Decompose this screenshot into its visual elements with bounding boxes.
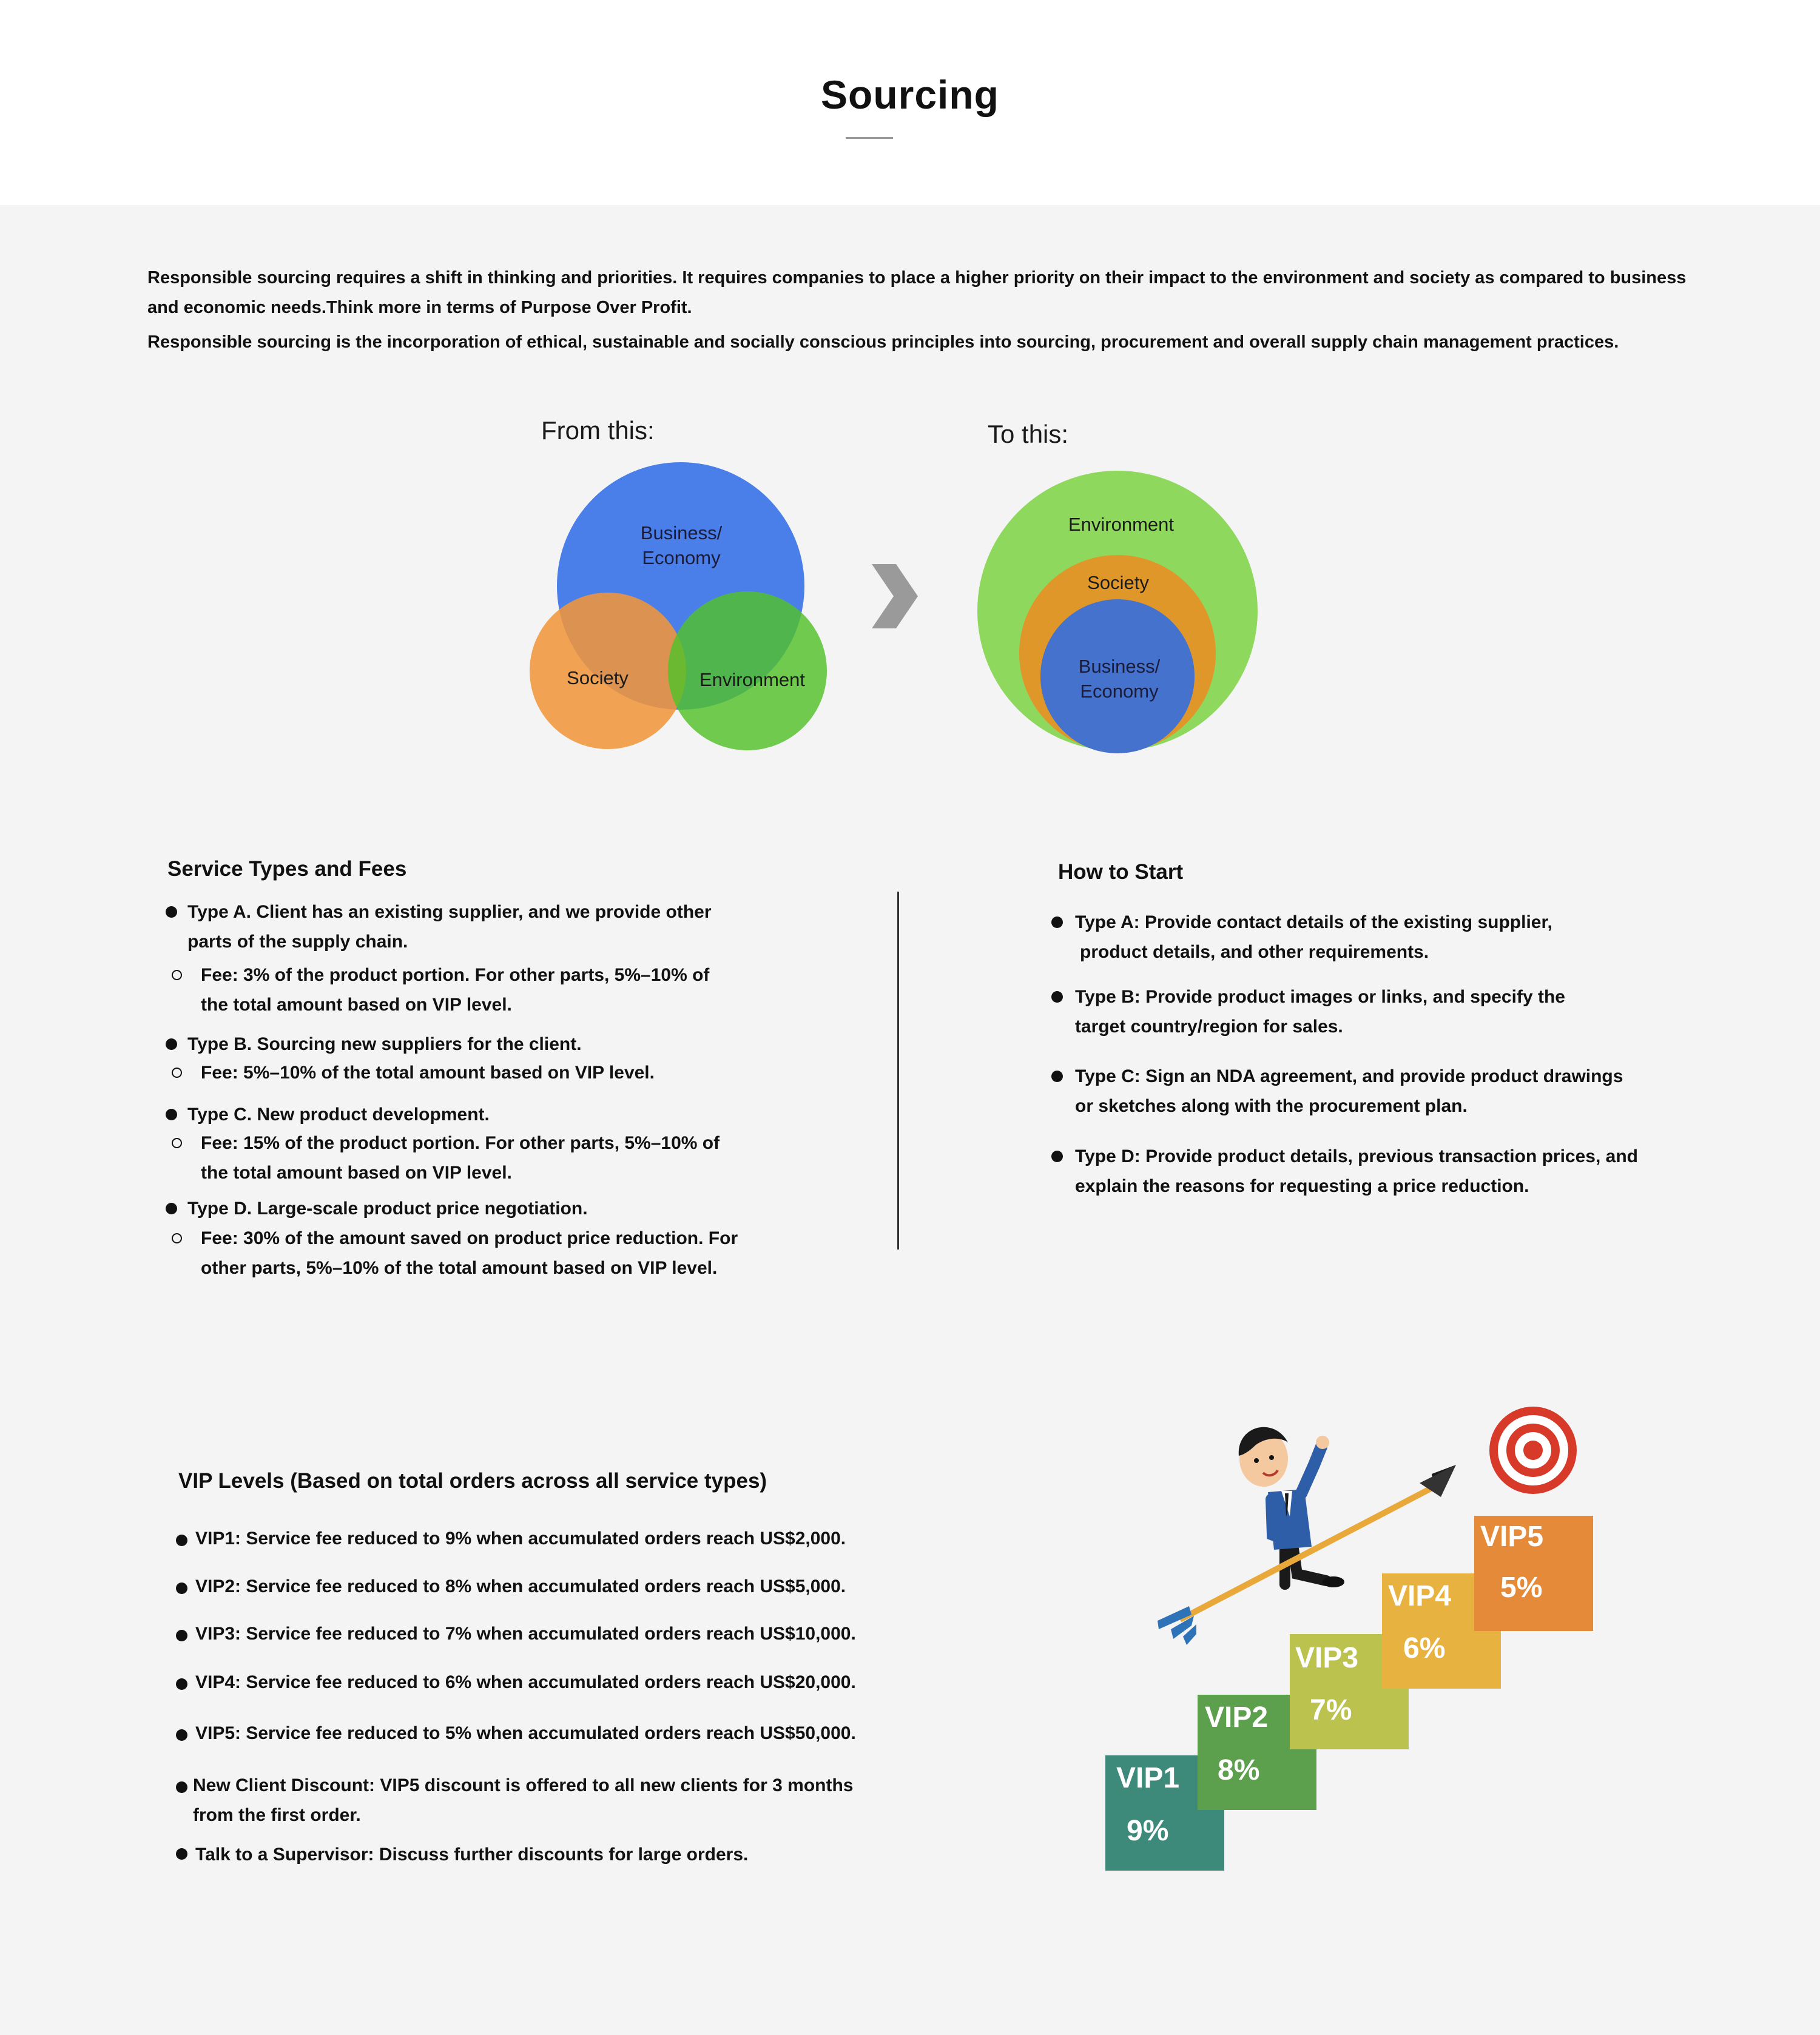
bullet-icon xyxy=(166,1038,177,1050)
type-d-text: Type D. Large-scale product price negotiation. xyxy=(187,1199,588,1219)
vip-item xyxy=(195,1667,923,1697)
how-d-line-2: explain the reasons for requesting a price reduction. xyxy=(1075,1176,1529,1196)
how-to-start-a xyxy=(1075,907,1682,967)
fee-d xyxy=(187,1223,782,1283)
how-to-start-c xyxy=(1075,1061,1682,1121)
to-caption: To this: xyxy=(988,420,1069,448)
vip1-label: VIP1 xyxy=(1116,1762,1180,1794)
fee-a-text-cont: the total amount based on VIP level. xyxy=(201,995,512,1015)
service-type-d xyxy=(187,1194,782,1223)
from-environment-label: Environment xyxy=(699,669,806,690)
supervisor-text: Talk to a Supervisor: Discuss further discounts for large orders. xyxy=(195,1845,749,1865)
fee-c xyxy=(187,1128,782,1188)
businessman-icon xyxy=(1239,1427,1344,1632)
talk-to-supervisor xyxy=(195,1840,923,1869)
bullet-icon xyxy=(1051,1071,1063,1082)
bullet-icon xyxy=(176,1781,187,1793)
vip5-label: VIP5 xyxy=(1480,1521,1544,1553)
how-to-start-d xyxy=(1075,1142,1682,1201)
how-a-line-1: Type A: Provide contact details of the existing supplier, xyxy=(1075,912,1552,932)
vip1-text: VIP1: Service fee reduced to 9% when accumulated orders reach US$2,000. xyxy=(195,1529,846,1549)
vip-item xyxy=(195,1524,923,1553)
circle-bullet-icon xyxy=(172,970,182,980)
how-d-line-1: Type D: Provide product details, previous transaction prices, and xyxy=(1075,1146,1638,1166)
bullet-icon xyxy=(166,1109,177,1120)
circle-bullet-icon xyxy=(172,1138,182,1148)
type-c-text: Type C. New product development. xyxy=(187,1105,490,1125)
vip2-text: VIP2: Service fee reduced to 8% when accumulated orders reach US$5,000. xyxy=(195,1576,846,1596)
vip2-percent: 8% xyxy=(1218,1754,1260,1786)
new-client-line-1: New Client Discount: VIP5 discount is offered to all new clients for 3 months xyxy=(193,1775,854,1795)
fee-c-text-cont: the total amount based on VIP level. xyxy=(201,1163,512,1183)
type-b-text: Type B. Sourcing new suppliers for the client. xyxy=(187,1034,582,1054)
from-business-label-1: Business/ xyxy=(640,522,723,543)
from-venn-diagram xyxy=(530,462,827,750)
to-nested-diagram xyxy=(977,471,1258,753)
bullet-icon xyxy=(176,1583,187,1594)
vip-item xyxy=(195,1619,923,1649)
how-to-start-list xyxy=(1075,907,1682,1201)
intro-paragraph-1: Responsible sourcing requires a shift in thinking and priorities. It requires companies to place a higher priority on their impact to the environment and society as compared to business and economic needs.Think more in terms of Purpose Over Profit. xyxy=(147,268,1687,317)
how-to-start-b xyxy=(1075,982,1682,1041)
vip1-percent: 9% xyxy=(1127,1815,1169,1847)
bullet-icon xyxy=(176,1535,187,1546)
service-type-a xyxy=(187,897,782,957)
how-b-line-1: Type B: Provide product images or links, and specify the xyxy=(1075,987,1565,1007)
service-type-b xyxy=(187,1029,782,1059)
bullet-icon xyxy=(1051,1151,1063,1162)
circle-bullet-icon xyxy=(172,1233,182,1243)
type-a-text-cont: parts of the supply chain. xyxy=(187,932,408,952)
fee-d-text-cont: other parts, 5%–10% of the total amount based on VIP level. xyxy=(201,1258,718,1278)
circle-bullet-icon xyxy=(172,1068,182,1078)
to-society-label: Society xyxy=(1087,572,1149,593)
how-b-line-2: target country/region for sales. xyxy=(1075,1017,1343,1037)
service-type-c xyxy=(187,1100,782,1129)
to-business-label-2: Economy xyxy=(1080,681,1159,702)
how-c-line-2: or sketches along with the procurement plan. xyxy=(1075,1096,1468,1116)
to-environment-label: Environment xyxy=(1068,514,1175,535)
vip-staircase-illustration xyxy=(1092,1389,1626,1880)
how-c-line-1: Type C: Sign an NDA agreement, and provide product drawings xyxy=(1075,1066,1623,1086)
vip4-label: VIP4 xyxy=(1388,1580,1452,1612)
vip2-label: VIP2 xyxy=(1205,1701,1269,1734)
vip-item xyxy=(195,1718,923,1748)
fee-b xyxy=(187,1058,782,1088)
vip-item xyxy=(195,1572,923,1601)
vip3-label: VIP3 xyxy=(1295,1642,1359,1674)
to-business-label-1: Business/ xyxy=(1078,656,1161,677)
vip5-percent: 5% xyxy=(1500,1572,1543,1604)
bullet-icon xyxy=(166,1203,177,1214)
fee-a-text: Fee: 3% of the product portion. For other parts, 5%–10% of xyxy=(201,965,710,985)
vip-levels-title: VIP Levels (Based on total orders across all service types) xyxy=(178,1469,767,1493)
target-icon xyxy=(1489,1407,1577,1494)
bullet-icon xyxy=(176,1678,187,1690)
type-a-text: Type A. Client has an existing supplier, and we provide other xyxy=(187,902,712,922)
new-client-discount xyxy=(195,1771,923,1830)
bullet-icon xyxy=(176,1848,187,1860)
service-types-list xyxy=(187,897,782,1283)
new-client-line-2: from the first order. xyxy=(193,1805,361,1825)
bullet-icon xyxy=(176,1630,187,1641)
page-title: Sourcing xyxy=(820,72,999,117)
intro-paragraph-2: Responsible sourcing is the incorporation of ethical, sustainable and socially conscious principles into sourcing, procurement and overall supply chain management practices. xyxy=(147,332,1619,352)
fee-b-text: Fee: 5%–10% of the total amount based on VIP level. xyxy=(201,1063,655,1083)
bullet-icon xyxy=(1051,991,1063,1003)
bullet-icon xyxy=(166,906,177,918)
vip4-text: VIP4: Service fee reduced to 6% when accumulated orders reach US$20,000. xyxy=(195,1672,856,1692)
vip5-text: VIP5: Service fee reduced to 5% when accumulated orders reach US$50,000. xyxy=(195,1723,856,1743)
bullet-icon xyxy=(176,1729,187,1741)
from-caption: From this: xyxy=(541,416,655,445)
bullet-icon xyxy=(1051,917,1063,928)
column-divider xyxy=(897,892,899,1250)
vip3-text: VIP3: Service fee reduced to 7% when accumulated orders reach US$10,000. xyxy=(195,1624,856,1644)
vip3-percent: 7% xyxy=(1310,1694,1352,1726)
how-to-start-title: How to Start xyxy=(1058,860,1184,884)
from-business-label-2: Economy xyxy=(642,547,721,568)
chevron-right-icon xyxy=(872,564,918,628)
from-society-label: Society xyxy=(567,667,629,688)
sourcing-diagram xyxy=(0,0,1820,789)
fee-a xyxy=(187,960,782,1020)
fee-d-text: Fee: 30% of the amount saved on product price reduction. For xyxy=(201,1228,738,1248)
service-types-title: Service Types and Fees xyxy=(167,857,407,881)
fee-c-text: Fee: 15% of the product portion. For other parts, 5%–10% of xyxy=(201,1133,720,1153)
how-a-line-2: product details, and other requirements. xyxy=(1080,942,1429,962)
vip-levels-list xyxy=(195,1524,923,1869)
vip4-percent: 6% xyxy=(1403,1632,1446,1664)
